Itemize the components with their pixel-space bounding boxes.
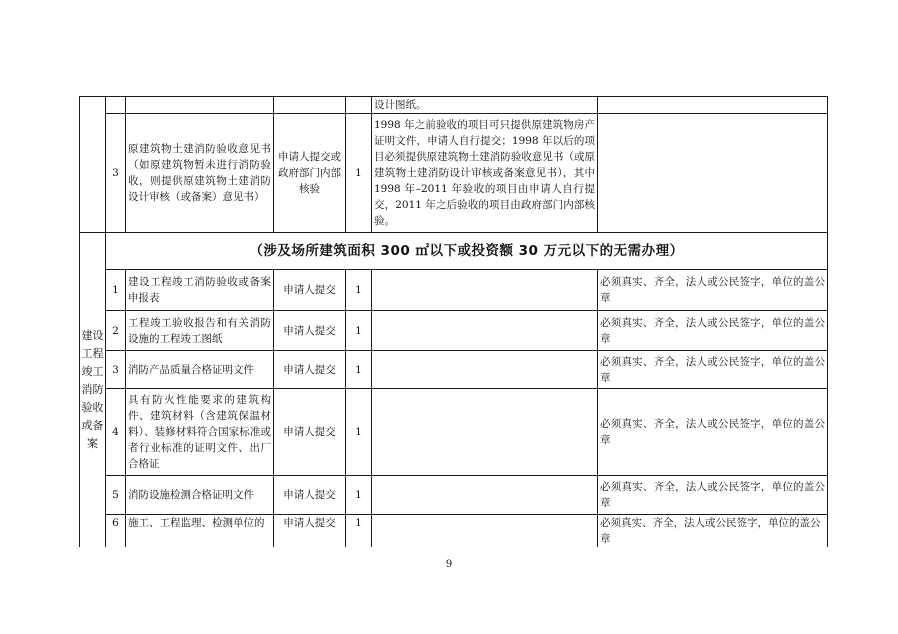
- material-source: 申请人提交: [274, 476, 346, 515]
- material-source: 申请人提交: [274, 389, 346, 476]
- material-notes: 设计图纸。: [372, 97, 598, 114]
- material-name: [126, 97, 274, 114]
- material-source: 申请人提交: [274, 311, 346, 351]
- row-number: 4: [106, 389, 126, 476]
- material-notes: [372, 351, 598, 389]
- row-number: [106, 97, 126, 114]
- row-number: 5: [106, 476, 126, 515]
- material-source: 申请人提交: [274, 515, 346, 548]
- material-source: 申请人提交: [274, 270, 346, 311]
- group-title: 建设工程竣工消防验收或备案: [80, 233, 106, 548]
- table-row: [80, 389, 828, 476]
- table-row: [80, 270, 828, 311]
- material-source: [274, 97, 346, 114]
- row-number: 3: [106, 114, 126, 233]
- material-requirements: 必须真实、齐全，法人或公民签字，单位的盖公章: [598, 389, 828, 476]
- table-row: [80, 233, 828, 270]
- group-cell-continued: [80, 97, 106, 233]
- material-name: 具有防火性能要求的建筑构件、建筑材料（含建筑保温材料）、装修材料符合国家标准或者行业标准的证明文件、出厂合格证: [126, 389, 274, 476]
- table-row: [80, 351, 828, 389]
- row-number: 3: [106, 351, 126, 389]
- materials-table: [79, 96, 828, 547]
- material-requirements: 必须真实、齐全，法人或公民签字，单位的盖公章: [598, 476, 828, 515]
- row-number: 1: [106, 270, 126, 311]
- material-requirements: [598, 97, 828, 114]
- copy-count: 1: [346, 351, 372, 389]
- material-name: 原建筑物土建消防验收意见书（如原建筑物暂未进行消防验收，则提供原建筑物土建消防设计审核（或备案）意见书）: [126, 114, 274, 233]
- copy-count: 1: [346, 114, 372, 233]
- material-name: 建设工程竣工消防验收或备案申报表: [126, 270, 274, 311]
- material-notes: [372, 311, 598, 351]
- material-notes: [372, 515, 598, 548]
- table-row: [80, 311, 828, 351]
- copy-count: 1: [346, 389, 372, 476]
- material-source: 申请人提交: [274, 351, 346, 389]
- material-name: 工程竣工验收报告和有关消防设施的工程竣工图纸: [126, 311, 274, 351]
- copy-count: 1: [346, 311, 372, 351]
- material-requirements: [598, 114, 828, 233]
- material-requirements: 必须真实、齐全，法人或公民签字，单位的盖公章: [598, 270, 828, 311]
- section-banner: （涉及场所建筑面积 300 ㎡以下或投资额 30 万元以下的无需办理）: [106, 233, 828, 270]
- material-requirements: 必须真实、齐全，法人或公民签字，单位的盖公章: [598, 311, 828, 351]
- material-notes: [372, 270, 598, 311]
- material-requirements: 必须真实、齐全，法人或公民签字，单位的盖公章: [598, 351, 828, 389]
- material-notes: [372, 476, 598, 515]
- table-row: [80, 515, 828, 548]
- copy-count: 1: [346, 515, 372, 548]
- table-row: [80, 114, 828, 233]
- material-name: 施工、工程监理、检测单位的: [126, 515, 274, 548]
- material-source: 申请人提交或政府部门内部核验: [274, 114, 346, 233]
- material-name: 消防产品质量合格证明文件: [126, 351, 274, 389]
- material-name: 消防设施检测合格证明文件: [126, 476, 274, 515]
- material-notes: 1998 年之前验收的项目可只提供原建筑物房产证明文件，申请人自行提交；1998 年以后的项目必须提供原建筑物土建消防验收意见书（或原建筑物土建消防设计审核或备案意见书），其中 1998 年–2011 年验收的项目由申请人自行提交，2011 年之后验收的项目由政府部门内部核验。: [372, 114, 598, 233]
- material-notes: [372, 389, 598, 476]
- row-number: 6: [106, 515, 126, 548]
- copy-count: [346, 97, 372, 114]
- table-row: [80, 476, 828, 515]
- table-row: [80, 97, 828, 114]
- page-number: 9: [445, 559, 453, 570]
- copy-count: 1: [346, 476, 372, 515]
- copy-count: 1: [346, 270, 372, 311]
- row-number: 2: [106, 311, 126, 351]
- material-requirements: 必须真实、齐全，法人或公民签字，单位的盖公章: [598, 515, 828, 548]
